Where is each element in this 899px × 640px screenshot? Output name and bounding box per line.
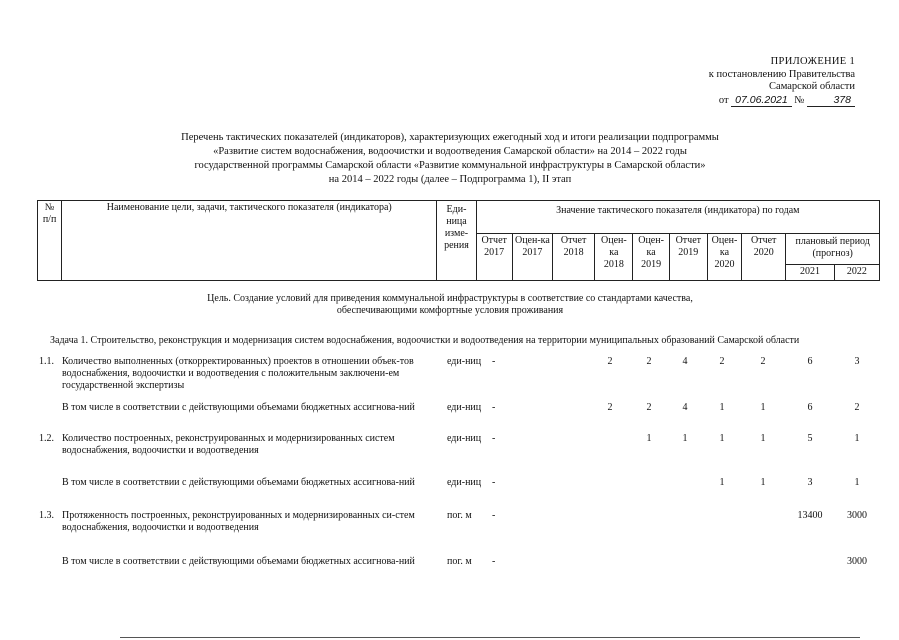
title-line-1: Перечень тактических показателей (индикаторов), характеризующих ежегодный ход и итоги реализации подпрограммы <box>181 132 719 143</box>
row-value: 3 <box>807 477 813 488</box>
row-dash: - <box>492 477 496 488</box>
header-unit: Еди-ница изме-рения <box>437 201 476 281</box>
row-unit: еди-ниц <box>447 477 482 488</box>
number-label: № <box>794 94 805 106</box>
header-name: Наименование цели, задачи, тактического показателя (индикатора) <box>62 201 437 281</box>
appendix-line-2: к постановлению Правительства <box>708 68 855 80</box>
row-name: В том числе в соответствии с действующими объемами бюджетных ассигнова-ний <box>62 556 415 567</box>
row-value: 1 <box>719 477 725 488</box>
appendix-block <box>709 56 855 107</box>
row-name: Протяженность построенных, реконструированных и модернизированных си-стем водоснабжения, водоочистки и водоотведения <box>62 510 415 533</box>
header-plan-period: плановый период (прогноз) <box>786 234 880 265</box>
from-label: от <box>718 94 729 106</box>
header-col-5: Оцен-ка 2019 <box>633 234 669 281</box>
title-line-3: государственной программы Самарской области «Развитие коммунальной инфраструктуры в Самарской области» <box>194 160 706 171</box>
header-col-1: Отчет 2017 <box>476 234 512 281</box>
row-num: 1.1. <box>39 356 54 367</box>
row-unit: пог. м <box>447 510 472 521</box>
row-dash: - <box>492 433 496 444</box>
header-col-8: Отчет 2020 <box>742 234 786 281</box>
row-value: 1 <box>719 402 725 413</box>
goal-line-2: обеспечивающими комфортные условия проживания <box>336 305 564 316</box>
row-dash: - <box>492 356 496 367</box>
row-num: 1.3. <box>39 510 54 521</box>
row-value: 3000 <box>847 510 867 521</box>
appendix-line-3: Самарской области <box>769 81 855 92</box>
header-col-4: Оцен-ка 2018 <box>595 234 633 281</box>
handwritten-date: 07.06.2021 <box>731 94 792 108</box>
row-value: 4 <box>682 356 688 367</box>
row-value: 1 <box>760 402 766 413</box>
row-name: В том числе в соответствии с действующими объемами бюджетных ассигнова-ний <box>62 402 415 413</box>
header-col-6: Отчет 2019 <box>669 234 707 281</box>
document-title <box>150 131 750 187</box>
row-name: Количество построенных, реконструированных и модернизированных систем водоснабжения, водоочистки и водоотведения <box>62 433 395 456</box>
header-values-group: Значение тактического показателя (индикатора) по годам <box>476 201 879 234</box>
row-value: 1 <box>854 433 860 444</box>
row-value: 1 <box>682 433 688 444</box>
row-value: 1 <box>646 433 652 444</box>
row-name: В том числе в соответствии с действующими объемами бюджетных ассигнова-ний <box>62 477 415 488</box>
row-value: 6 <box>807 356 813 367</box>
row-value: 2 <box>646 356 652 367</box>
handwritten-number: 378 <box>807 94 855 108</box>
row-value: 1 <box>854 477 860 488</box>
row-value: 2 <box>646 402 652 413</box>
task-text: Задача 1. Строительство, реконструкция и модернизация систем водоснабжения, водоочистки и водоотведения на территории муниципальных образований Самарской области <box>50 335 800 346</box>
indicator-table-header <box>37 200 880 281</box>
header-col-3: Отчет 2018 <box>553 234 595 281</box>
goal-line-1: Цель. Создание условий для приведения коммунальной инфраструктуры в соответствие со стандартами качества, <box>207 293 693 304</box>
scan-edge-line <box>120 637 860 638</box>
row-dash: - <box>492 402 496 413</box>
title-line-4: на 2014 – 2022 годы (далее – Подпрограмма 1), II этап <box>328 174 572 185</box>
header-num: № п/п <box>38 201 62 281</box>
row-value: 3 <box>854 356 860 367</box>
row-value: 13400 <box>797 510 823 521</box>
header-plan-2022: 2022 <box>834 264 879 280</box>
row-unit: еди-ниц <box>447 433 482 444</box>
row-unit: пог. м <box>447 556 472 567</box>
row-value: 2 <box>854 402 860 413</box>
header-col-7: Оцен-ка 2020 <box>707 234 741 281</box>
row-value: 2 <box>760 356 766 367</box>
row-value: 1 <box>760 477 766 488</box>
row-value: 4 <box>682 402 688 413</box>
row-value: 2 <box>607 356 613 367</box>
row-value: 1 <box>760 433 766 444</box>
row-value: 5 <box>807 433 813 444</box>
title-line-2: «Развитие систем водоснабжения, водоочистки и водоотведения Самарской области» на 2014 – 2022 годы <box>213 146 687 157</box>
row-value: 2 <box>719 356 725 367</box>
goal-text <box>150 293 750 317</box>
row-name: Количество выполненных (откорректированных) проектов в отношении объек-тов водоснабжения, водоочистки и водоотведения с положительным заключени-ем государственной экспертизы <box>62 356 414 391</box>
header-plan-2021: 2021 <box>786 264 834 280</box>
row-dash: - <box>492 556 496 567</box>
header-col-2: Оцен-ка 2017 <box>512 234 552 281</box>
row-unit: еди-ниц <box>447 356 482 367</box>
row-value: 6 <box>807 402 813 413</box>
row-dash: - <box>492 510 496 521</box>
row-unit: еди-ниц <box>447 402 482 413</box>
row-num: 1.2. <box>39 433 54 444</box>
appendix-date-line <box>709 94 855 108</box>
row-value: 1 <box>719 433 725 444</box>
row-value: 3000 <box>847 556 867 567</box>
appendix-title: ПРИЛОЖЕНИЕ 1 <box>770 56 855 67</box>
row-value: 2 <box>607 402 613 413</box>
